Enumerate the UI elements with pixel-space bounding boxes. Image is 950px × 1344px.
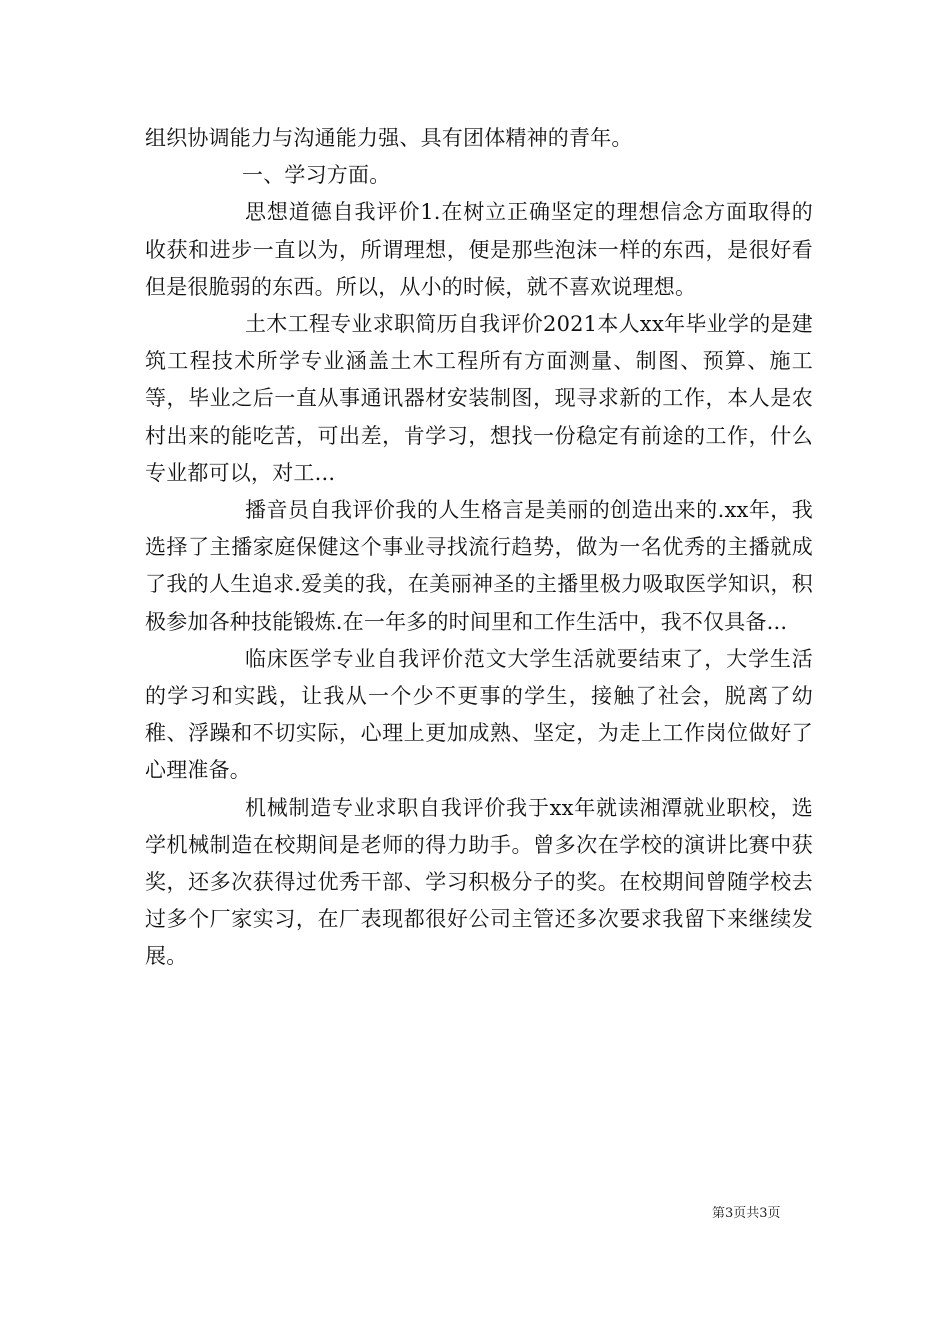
paragraph-continuation: 组织协调能力与沟通能力强、具有团体精神的青年。 xyxy=(145,126,633,150)
section-heading: 一、学习方面。 xyxy=(242,163,391,188)
paragraph-broadcaster: 播音员自我评价我的人生格言是美丽的创造出来的.xx年，我选择了主播家庭保健这个事业寻找流行趋势，做为一名优秀的主播就成了我的人生追求.爱美的我，在美丽神圣的主播里极力吸取医学知识，积极参加各种技能锻炼.在一年多的时间里和工作生活中，我不仅具备... xyxy=(145,498,813,634)
document-body xyxy=(145,120,813,976)
paragraph-mechanical-manufacturing: 机械制造专业求职自我评价我于xx年就读湘潭就业职校，选学机械制造在校期间是老师的得力助手。曾多次在学校的演讲比赛中获奖，还多次获得过优秀干部、学习积极分子的奖。在校期间曾随学校去过多个厂家实习，在厂表现都很好公司主管还多次要求我留下来继续发展。 xyxy=(145,795,813,969)
paragraph-moral-evaluation: 思想道德自我评价1.在树立正确坚定的理想信念方面取得的收获和进步一直以为，所谓理想，便是那些泡沫一样的东西，是很好看但是很脆弱的东西。所以，从小的时候，就不喜欢说理想。 xyxy=(145,200,813,299)
page-number-footer: 第3页共3页 xyxy=(712,1206,781,1221)
paragraph-civil-engineering: 土木工程专业求职简历自我评价2021本人xx年毕业学的是建筑工程技术所学专业涵盖土木工程所有方面测量、制图、预算、施工等，毕业之后一直从事通讯器材安装制图，现寻求新的工作，本人是农村出来的能吃苦，可出差，肯学习，想找一份稳定有前途的工作，什么专业都可以，对工... xyxy=(145,312,813,485)
paragraph-clinical-medicine: 临床医学专业自我评价范文大学生活就要结束了，大学生活的学习和实践，让我从一个少不更事的学生，接触了社会，脱离了幼稚、浮躁和不切实际，心理上更加成熟、坚定，为走上工作岗位做好了心理准备。 xyxy=(145,646,813,783)
